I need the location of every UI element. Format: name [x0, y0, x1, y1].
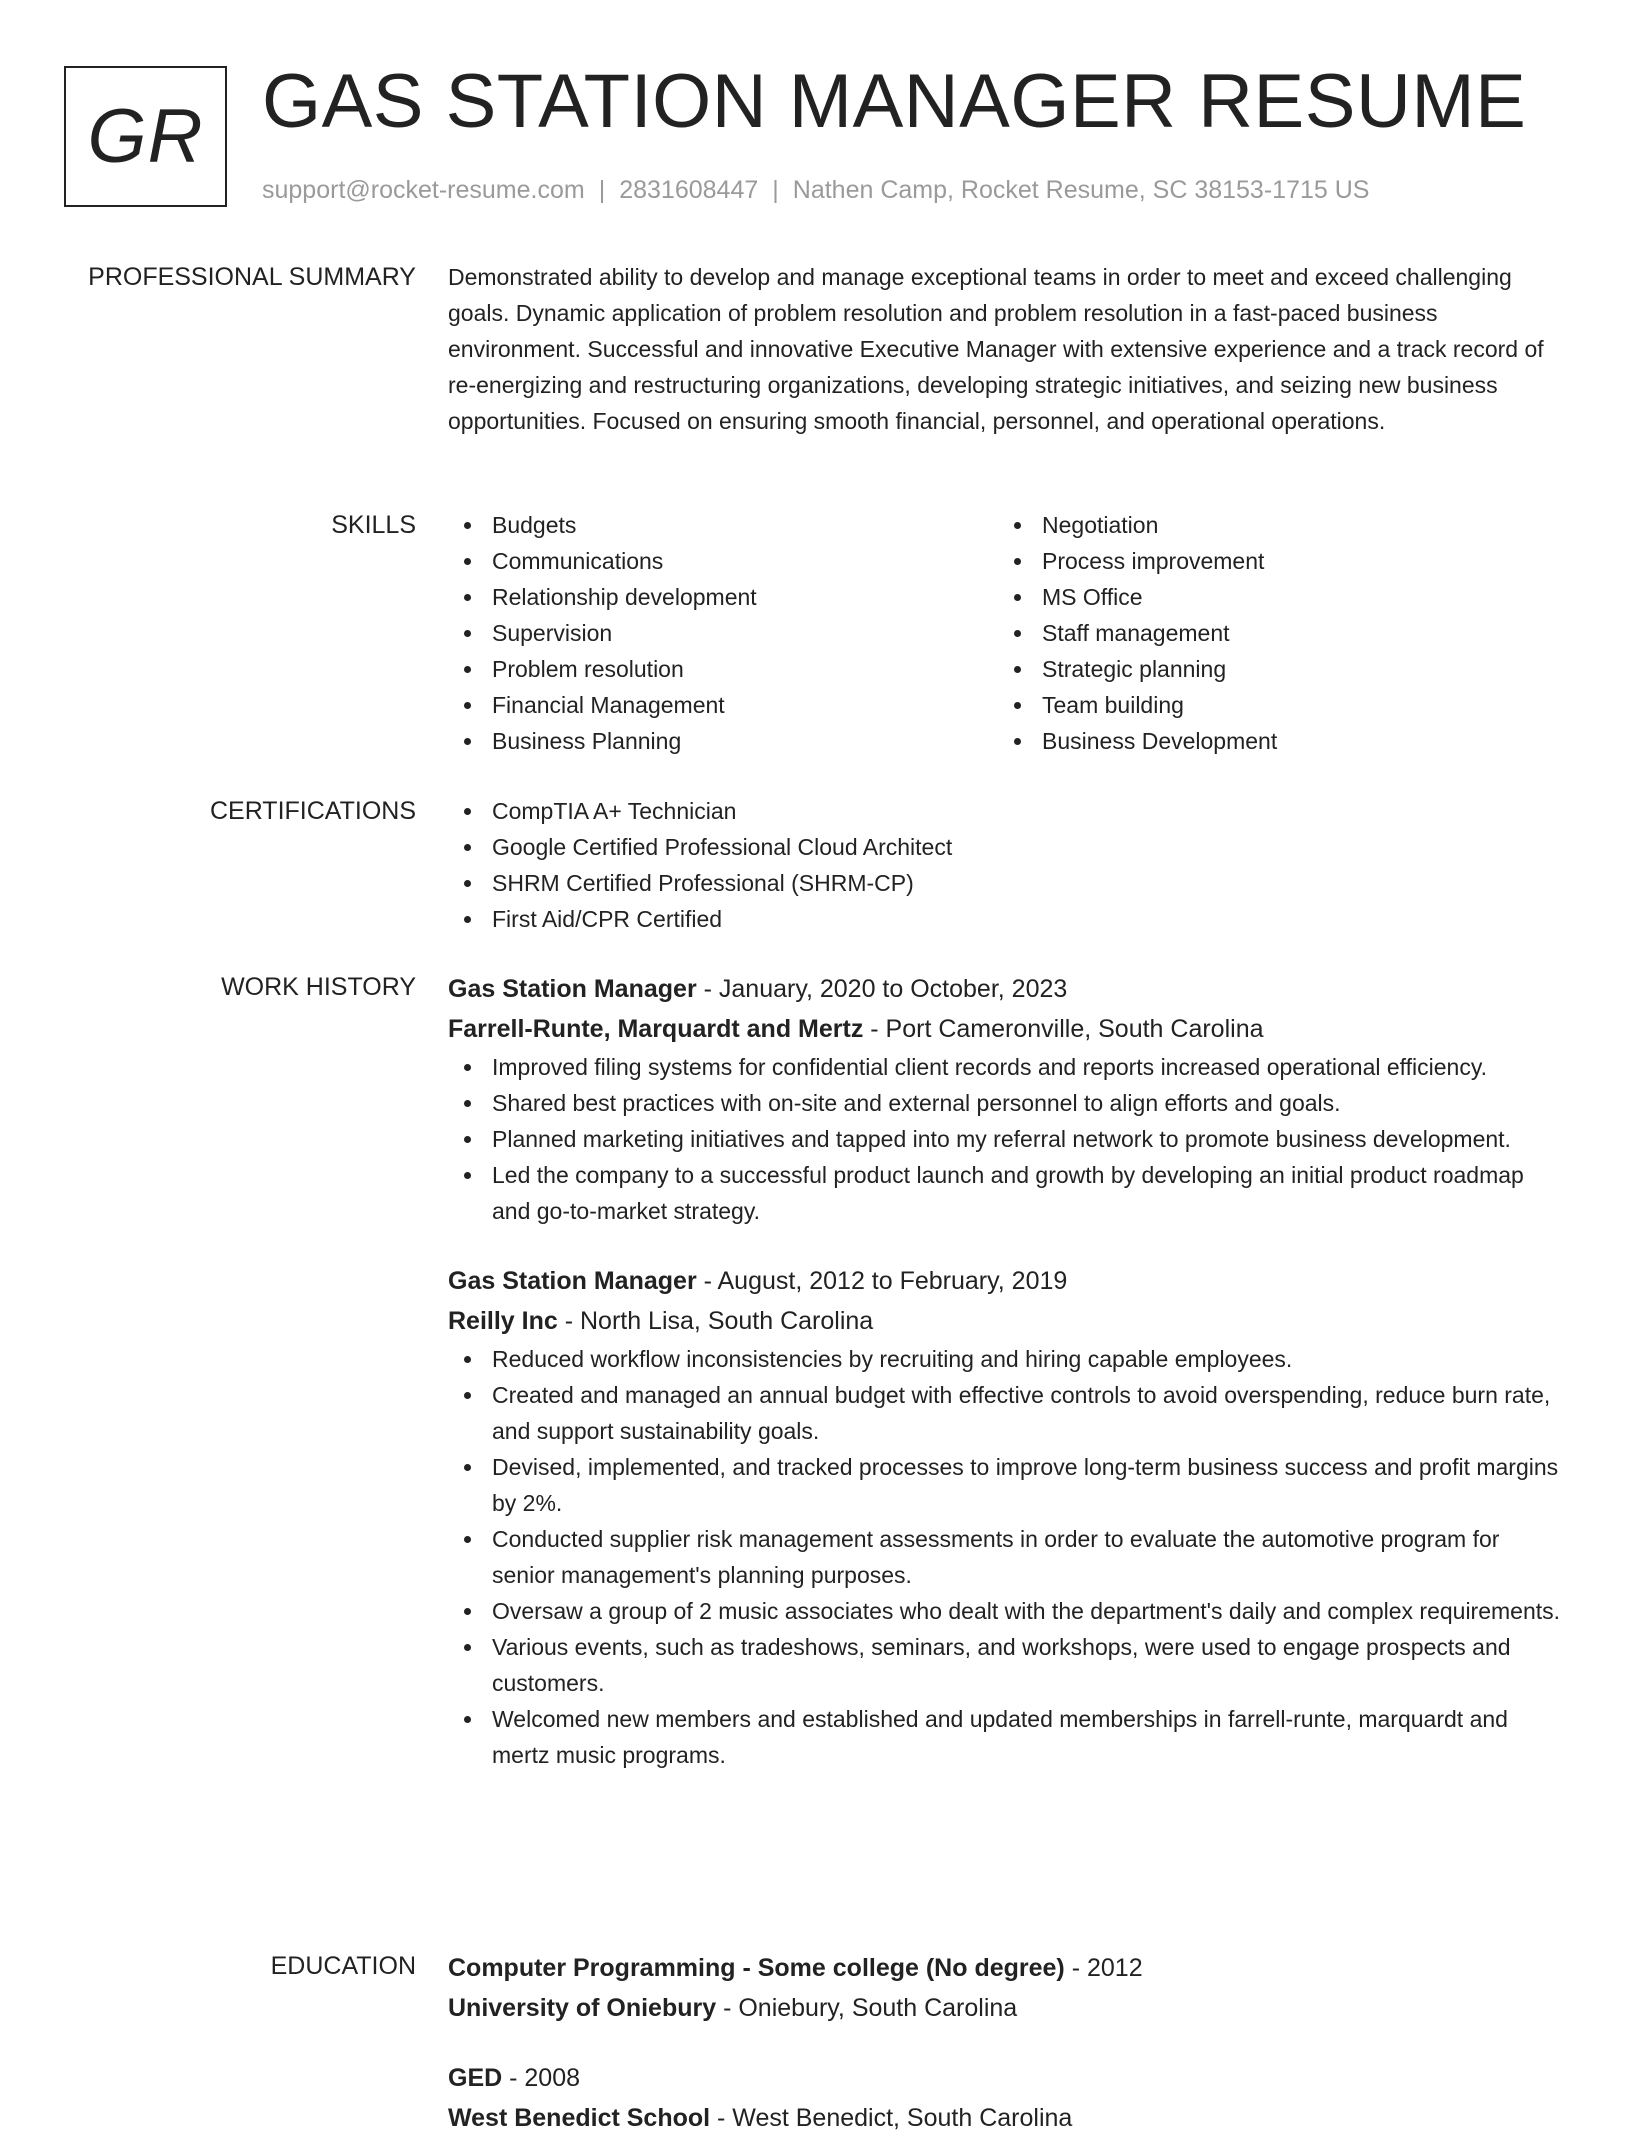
- job-entry: [448, 1261, 1568, 1773]
- job-bullet: Planned marketing initiatives and tapped into my referral network to promote business development.: [448, 1121, 1568, 1157]
- skill-item: Business Planning: [448, 723, 998, 759]
- certifications-heading: CERTIFICATIONS: [209, 797, 416, 825]
- summary-body: [448, 259, 1568, 439]
- resume-title: GAS STATION MANAGER RESUME: [262, 59, 1527, 144]
- job-title: Gas Station Manager: [448, 975, 697, 1003]
- job-bullet: Various events, such as tradeshows, seminars, and workshops, were used to engage prospects and customers.: [448, 1629, 1568, 1701]
- work-history-heading: WORK HISTORY: [221, 973, 416, 1001]
- work-history-body: [448, 969, 1568, 1773]
- skills-list-left: [448, 507, 998, 759]
- skill-item: Staff management: [998, 615, 1548, 651]
- education-degree-line: [448, 2058, 1568, 2098]
- monogram-initials: GR: [87, 94, 204, 179]
- skill-item: Process improvement: [998, 543, 1548, 579]
- job-company-line: [448, 1301, 1568, 1341]
- skill-item: Problem resolution: [448, 651, 998, 687]
- job-bullet: Created and managed an annual budget with effective controls to avoid overspending, reduce burn rate, and support sustainability goals.: [448, 1377, 1568, 1449]
- education-location: - West Benedict, South Carolina: [710, 2104, 1073, 2132]
- job-title-line: [448, 969, 1568, 1009]
- education-school: West Benedict School: [448, 2104, 711, 2132]
- job-bullet: Welcomed new members and established and updated memberships in farrell-runte, marquardt and mertz music programs.: [448, 1701, 1568, 1773]
- education-school-line: [448, 1988, 1568, 2028]
- education-entry: [448, 1948, 1568, 2028]
- job-bullet: Shared best practices with on-site and external personnel to align efforts and goals.: [448, 1085, 1568, 1121]
- job-dates: - January, 2020 to October, 2023: [696, 975, 1068, 1003]
- skill-item: Relationship development: [448, 579, 998, 615]
- job-entry: [448, 969, 1568, 1229]
- job-company: Farrell-Runte, Marquardt and Mertz: [448, 1015, 864, 1043]
- contact-separator: |: [772, 176, 779, 204]
- certifications-list: [448, 793, 1568, 937]
- contact-address: Nathen Camp, Rocket Resume, SC 38153-1715 US: [792, 176, 1370, 204]
- contact-phone: 2831608447: [619, 176, 759, 204]
- skill-item: Team building: [998, 687, 1548, 723]
- certification-item: CompTIA A+ Technician: [448, 793, 1568, 829]
- education-degree-line: [448, 1948, 1568, 1988]
- summary-heading: PROFESSIONAL SUMMARY: [88, 263, 416, 291]
- certifications-body: [448, 793, 1568, 937]
- job-bullet-list: [448, 1049, 1568, 1229]
- skill-item: Financial Management: [448, 687, 998, 723]
- job-bullet: Led the company to a successful product launch and growth by developing an initial product roadmap and go-to-market strategy.: [448, 1157, 1568, 1229]
- skill-item: Strategic planning: [998, 651, 1548, 687]
- contact-separator: |: [598, 176, 606, 204]
- education-body: [448, 1948, 1568, 2138]
- contact-line: [262, 175, 1369, 205]
- job-dates: - August, 2012 to February, 2019: [696, 1267, 1068, 1295]
- certification-item: First Aid/CPR Certified: [448, 901, 1568, 937]
- education-location: - Oniebury, South Carolina: [716, 1994, 1018, 2022]
- education-degree: GED: [448, 2064, 503, 2092]
- job-location: - Port Cameronville, South Carolina: [863, 1015, 1264, 1043]
- education-year: - 2008: [502, 2064, 581, 2092]
- job-bullet-list: [448, 1341, 1568, 1773]
- job-bullet: Improved filing systems for confidential client records and reports increased operational efficiency.: [448, 1049, 1568, 1085]
- education-heading: EDUCATION: [270, 1952, 416, 1980]
- monogram-logo: [64, 66, 227, 207]
- job-company-line: [448, 1009, 1568, 1049]
- summary-text: Demonstrated ability to develop and manage exceptional teams in order to meet and exceed challenging goals. Dynamic application of problem resolution and problem resolution in a fast-paced business environment. Successful and innovative Executive Manager with extensive experience and a track record of re-energizing and restructuring organizations, developing strategic initiatives, and seizing new business opportunities. Focused on ensuring smooth financial, personnel, and operational operations.: [448, 264, 1544, 434]
- skill-item: Negotiation: [998, 507, 1548, 543]
- skills-list-right: [998, 507, 1548, 759]
- skills-body: [448, 507, 1568, 759]
- skill-item: Supervision: [448, 615, 998, 651]
- certification-item: SHRM Certified Professional (SHRM-CP): [448, 865, 1568, 901]
- education-entry: [448, 2058, 1568, 2138]
- job-company: Reilly Inc: [448, 1307, 558, 1335]
- skill-item: Business Development: [998, 723, 1548, 759]
- education-degree: Computer Programming - Some college (No degree): [448, 1954, 1065, 1982]
- skill-item: Budgets: [448, 507, 998, 543]
- job-bullet: Oversaw a group of 2 music associates who dealt with the department's daily and complex requirements.: [448, 1593, 1568, 1629]
- job-bullet: Conducted supplier risk management assessments in order to evaluate the automotive program for senior management's planning purposes.: [448, 1521, 1568, 1593]
- job-location: - North Lisa, South Carolina: [557, 1307, 874, 1335]
- skills-heading: SKILLS: [331, 511, 416, 539]
- job-bullet: Reduced workflow inconsistencies by recruiting and hiring capable employees.: [448, 1341, 1568, 1377]
- job-title: Gas Station Manager: [448, 1267, 697, 1295]
- education-year: - 2012: [1064, 1954, 1143, 1982]
- education-school-line: [448, 2098, 1568, 2138]
- contact-email: support@rocket-resume.com: [262, 176, 585, 204]
- job-bullet: Devised, implemented, and tracked processes to improve long-term business success and profit margins by 2%.: [448, 1449, 1568, 1521]
- job-title-line: [448, 1261, 1568, 1301]
- certification-item: Google Certified Professional Cloud Architect: [448, 829, 1568, 865]
- skill-item: MS Office: [998, 579, 1548, 615]
- skill-item: Communications: [448, 543, 998, 579]
- education-school: University of Oniebury: [448, 1994, 717, 2022]
